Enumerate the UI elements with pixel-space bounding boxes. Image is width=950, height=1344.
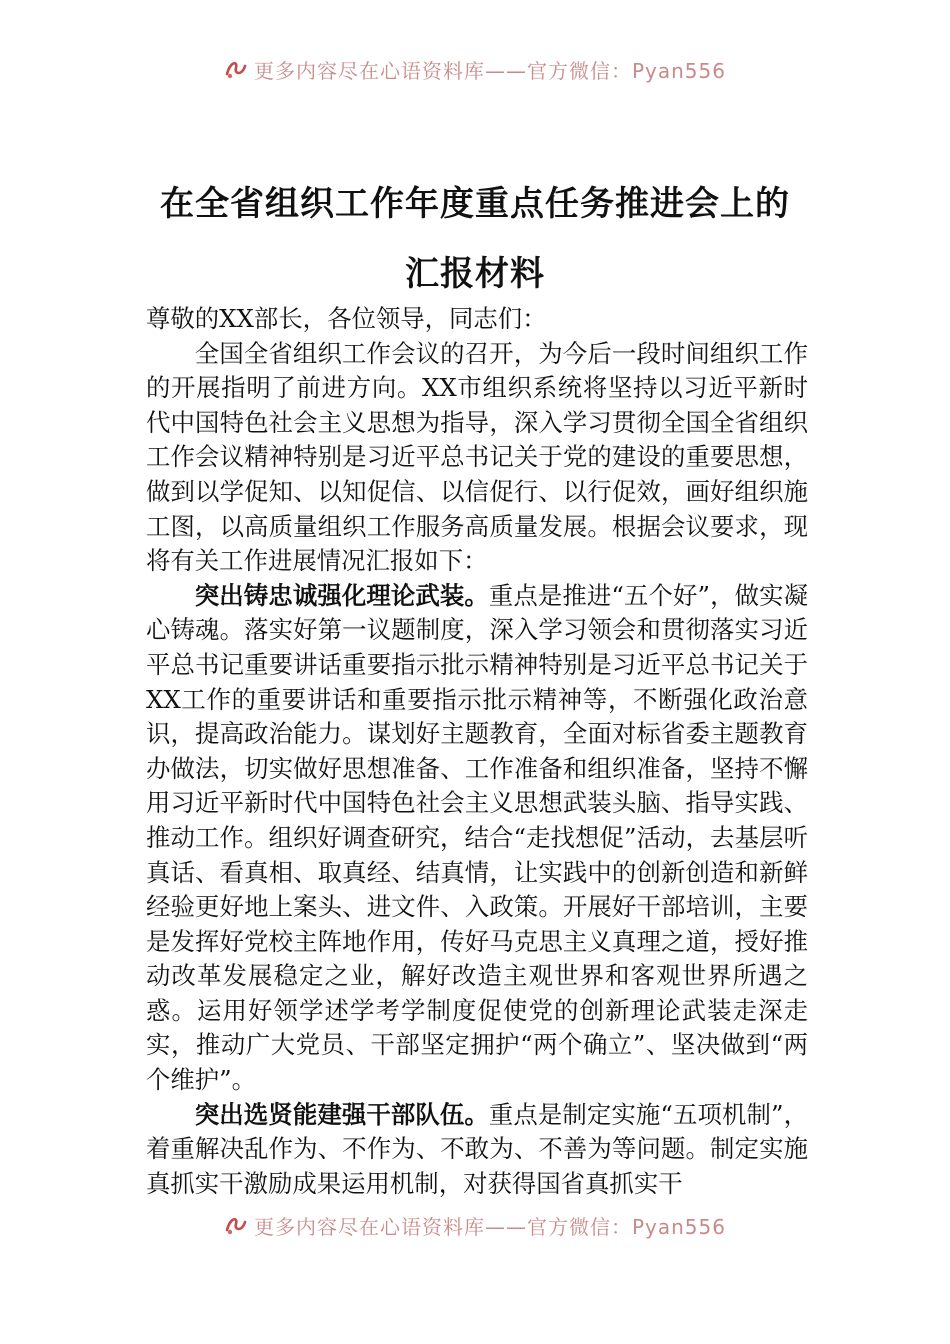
paragraph-text: 全国全省组织工作会议的召开，为今后一段时间组织工作的开展指明了前进方向。XX市组织系统将坚持以习近平新时代中国特色社会主义思想为指导，深入学习贯彻全国全省组织工作会议精神特别是习近平总书记关于党的建设的重要思想，做到以学促知、以知促信、以信促行、以行促效，画好组织施工图，以高质量组织工作服务高质量发展。根据会议要求，现将有关工作进展情况汇报如下：: [146, 338, 808, 576]
salutation: 尊敬的XX部长，各位领导，同志们：: [146, 304, 547, 333]
brand-logo-icon: [224, 58, 248, 80]
paragraph-2: [146, 579, 808, 1098]
paragraph-3: [146, 1098, 808, 1202]
paragraph-text: 重点是推进“五个好”，做实凝心铸魂。落实好第一议题制度，深入学习领会和贯彻落实习近平总书记重要讲话重要指示批示精神特别是习近平总书记关于XX工作的重要讲话和重要指示批示精神等，不断强化政治意识，提高政治能力。谋划好主题教育，全面对标省委主题教育办做法，切实做好思想准备、工作准备和组织准备，坚持不懈用习近平新时代中国特色社会主义思想武装头脑、指导实践、推动工作。组织好调查研究，结合“走找想促”活动，去基层听真话、看真相、取真经、结真情，让实践中的创新创造和新鲜经验更好地上案头、进文件、入政策。开展好干部培训，主要是发挥好党校主阵地作用，传好马克思主义真理之道，授好推动改革发展稳定之业，解好改造主观世界和客观世界所遇之惑。运用好领学述学考学制度促使党的创新理论武装走深走实，推动广大党员、干部坚定拥护“两个确立”、坚决做到“两个维护”。: [146, 580, 808, 1095]
footer-watermark: [0, 1208, 950, 1242]
paragraph-1: [146, 337, 808, 579]
brand-logo-icon: [224, 1214, 248, 1236]
paragraph-lead: 突出选贤能建强干部队伍。: [194, 1099, 489, 1129]
header-watermark: [0, 52, 950, 86]
paragraph-lead: 突出铸忠诚强化理论武装。: [194, 580, 489, 610]
watermark-text: 更多内容尽在心语资料库——官方微信：Pyan556: [253, 1214, 726, 1239]
document-title-line-1: 在全省组织工作年度重点任务推进会上的: [160, 184, 790, 224]
paragraph-text: 重点是制定实施“五项机制”，着重解决乱作为、不作为、不敢为、不善为等问题。制定实施真抓实干激励成果运用机制，对获得国省真抓实干: [146, 1099, 808, 1198]
document-title-line-2: 汇报材料: [405, 254, 545, 294]
watermark-text: 更多内容尽在心语资料库——官方微信：Pyan556: [253, 58, 726, 83]
document-body: [146, 302, 808, 1201]
